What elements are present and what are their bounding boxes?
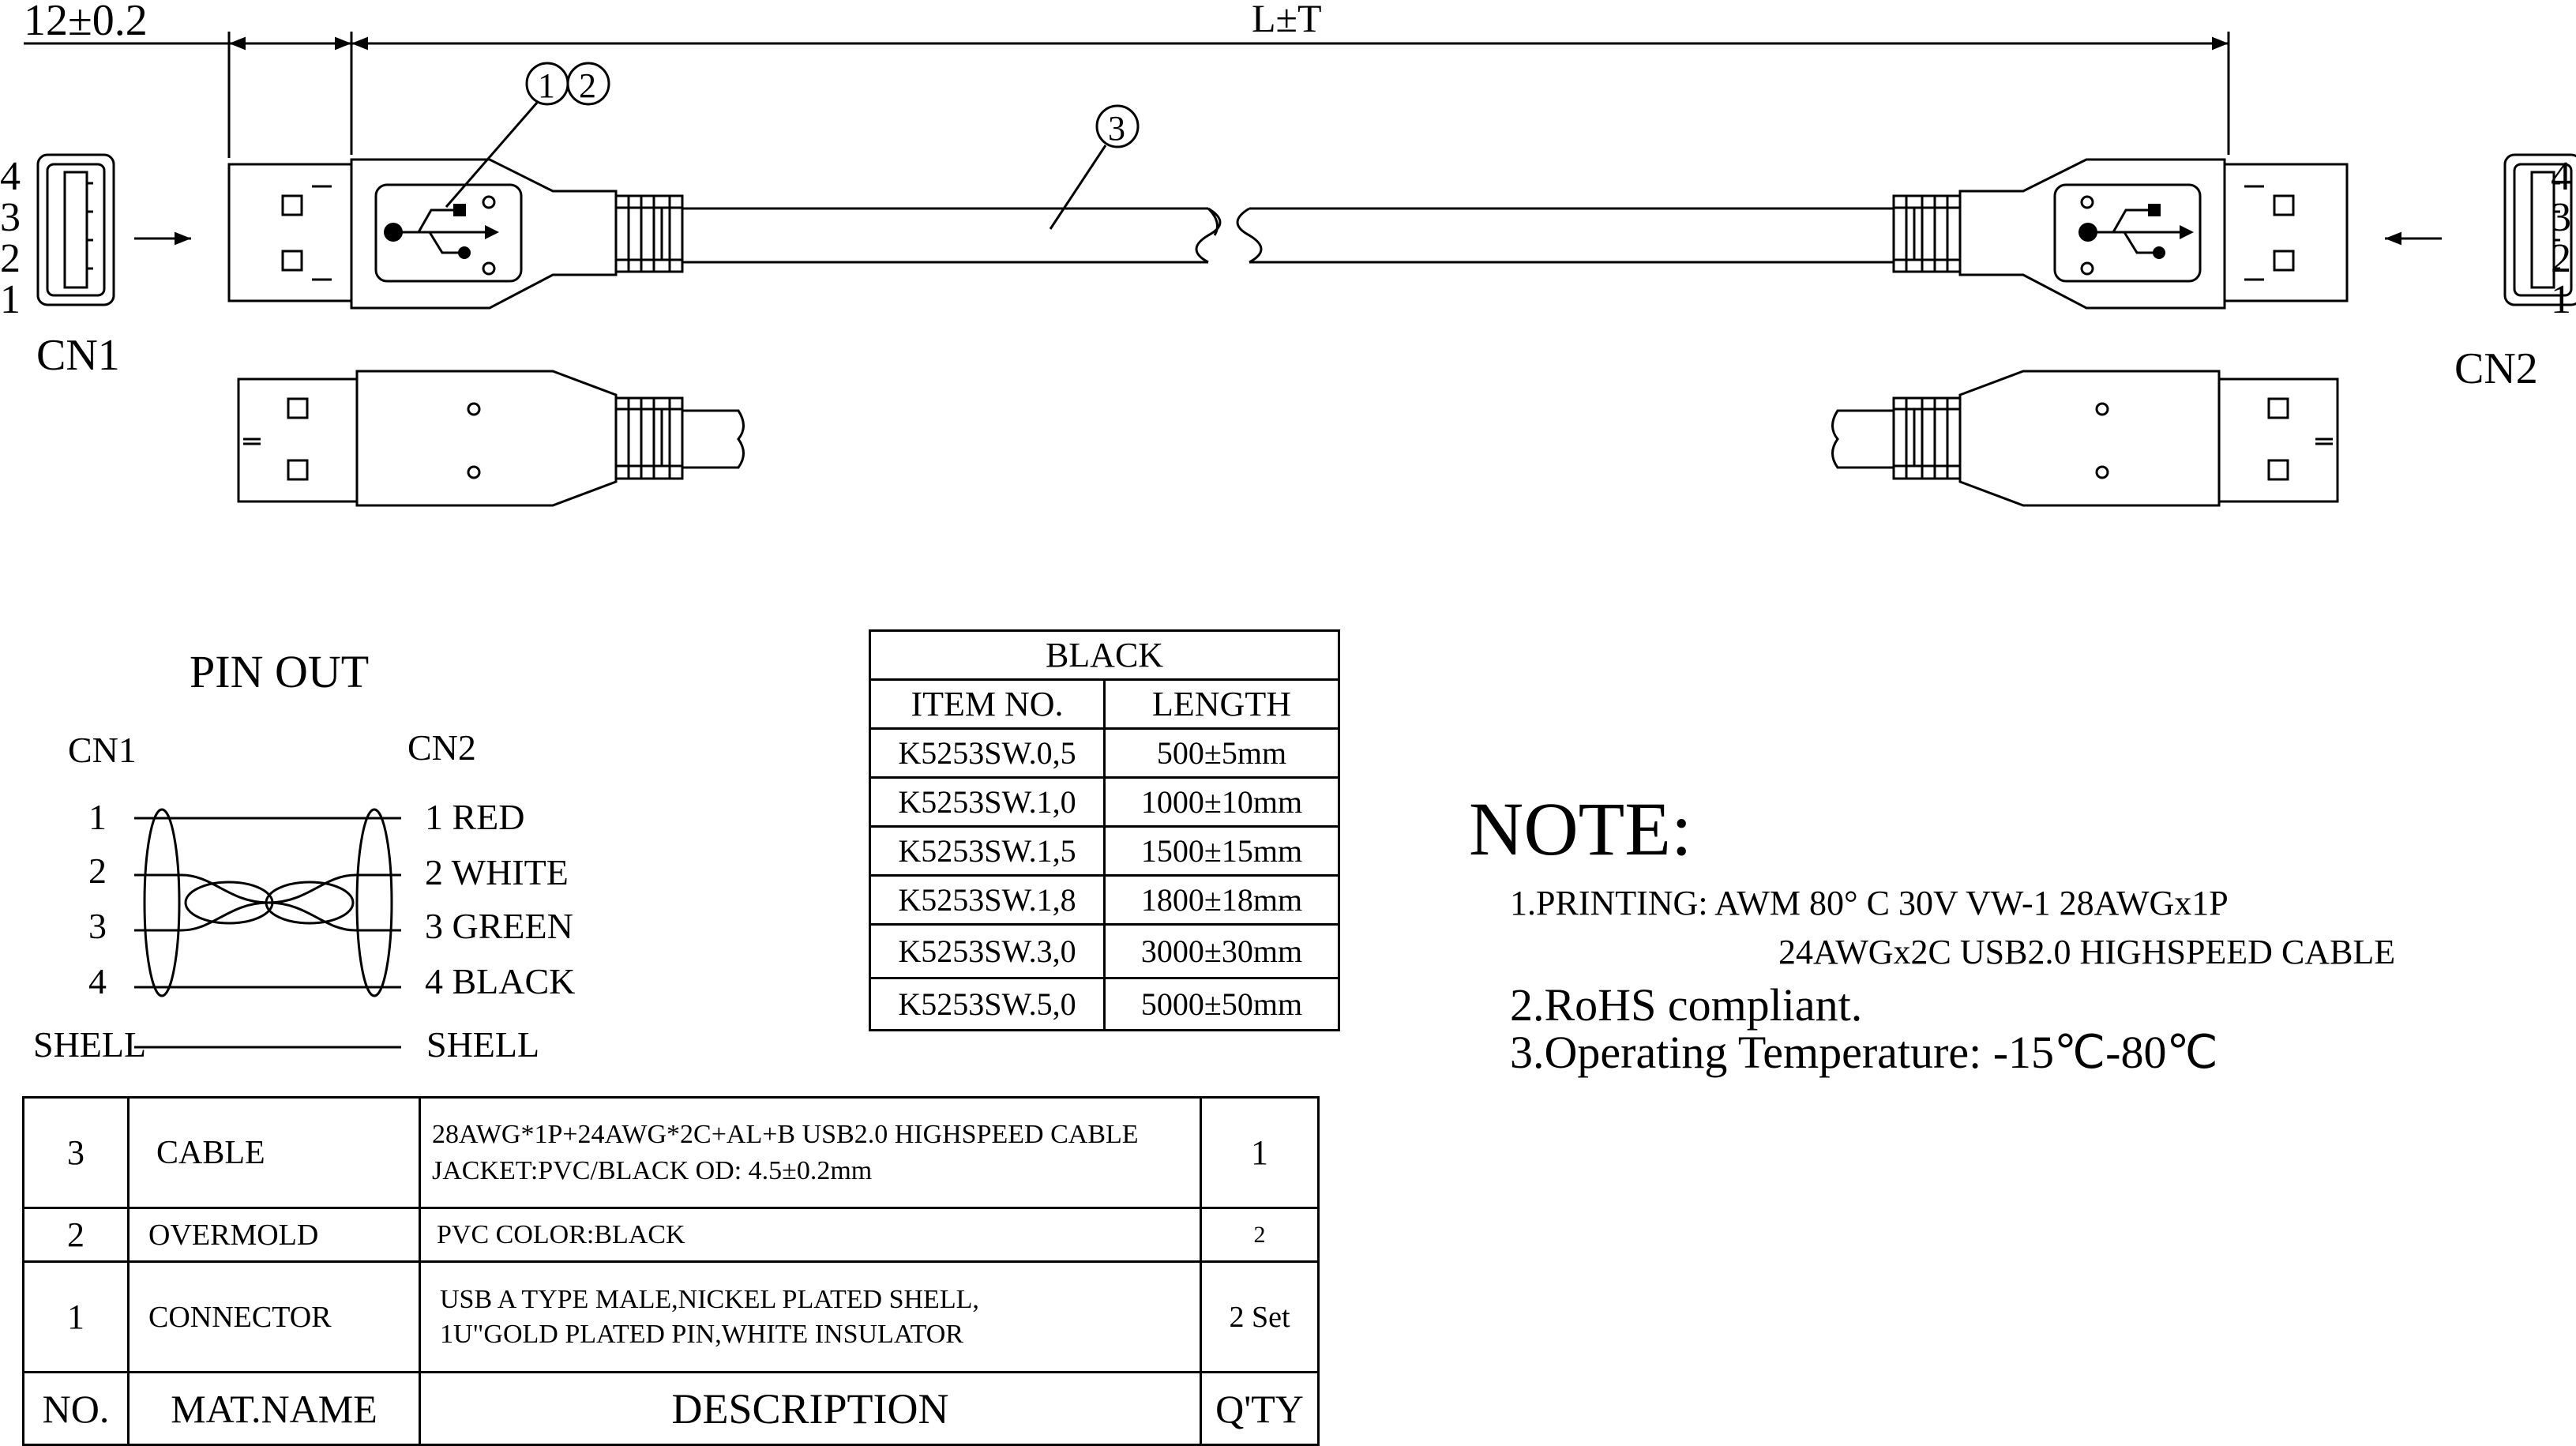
pinout-left-1: 1 (88, 797, 107, 837)
pinout-wiring (134, 809, 401, 1047)
bom-header-no: NO. (24, 1373, 129, 1445)
balloon-3: 3 (1108, 109, 1125, 148)
length-table (869, 629, 1340, 1031)
note-1a: 1.PRINTING: AWM 80° C 30V VW-1 28AWGx1P (1510, 884, 2229, 922)
bom-desc (420, 1208, 1201, 1262)
cn2-pin-3: 3 (2551, 195, 2571, 240)
length-dimension: L±T (1252, 0, 1322, 40)
bom-no: 3 (24, 1098, 129, 1208)
balloon-2: 2 (579, 66, 596, 105)
length-table-header-item: ITEM NO. (870, 680, 1105, 729)
table-row (870, 778, 1339, 827)
notes-title: NOTE: (1469, 787, 1692, 871)
item-no: K5253SW.0,5 (870, 729, 1105, 778)
pinout-right-2: 2 WHITE (425, 852, 569, 892)
cn1-pin-1: 1 (0, 277, 21, 322)
bom-name: CONNECTOR (129, 1262, 420, 1373)
cn2-pin-numbers (2551, 154, 2571, 322)
bom-table (22, 1096, 1320, 1446)
usb-left-icon (384, 204, 499, 259)
cable (682, 208, 1894, 262)
cn1-pin-numbers (0, 154, 21, 322)
table-row (870, 925, 1339, 978)
item-no: K5253SW.1,8 (870, 876, 1105, 925)
dimension-lines (24, 32, 2229, 158)
bom-desc-line: USB A TYPE MALE,NICKEL PLATED SHELL, (440, 1284, 979, 1314)
pinout-title: PIN OUT (190, 646, 370, 697)
pinout-right-1: 1 RED (425, 797, 525, 837)
left-top-connector (229, 160, 682, 308)
pitch-dimension: 12±0.2 (24, 0, 148, 45)
bom-qty: 2 Set (1201, 1262, 1319, 1373)
length-value: 1500±15mm (1105, 827, 1339, 876)
cn1-pin-2: 2 (0, 236, 21, 281)
cn1-receptacle (38, 155, 114, 305)
bom-header-qty: Q'TY (1201, 1373, 1319, 1445)
right-top-connector (1894, 160, 2347, 308)
cn1-pin-3: 3 (0, 195, 21, 240)
pinout-left-2: 2 (88, 851, 107, 891)
length-value: 3000±30mm (1105, 925, 1339, 978)
cn2-label: CN2 (2454, 344, 2538, 393)
table-row (24, 1098, 1319, 1208)
pinout-right-3: 3 GREEN (425, 906, 573, 946)
note-2: 2.RoHS compliant. (1510, 979, 1863, 1031)
bom-desc-line: PVC COLOR:BLACK (437, 1219, 685, 1249)
bom-desc-line: 1U"GOLD PLATED PIN,WHITE INSULATOR (440, 1319, 963, 1349)
length-value: 1800±18mm (1105, 876, 1339, 925)
cn1-pin-4: 4 (0, 154, 21, 199)
length-value: 1000±10mm (1105, 778, 1339, 827)
length-value: 500±5mm (1105, 729, 1339, 778)
note-1b: 24AWGx2C USB2.0 HIGHSPEED CABLE (1778, 933, 2396, 971)
bom-no: 2 (24, 1208, 129, 1262)
left-bottom-connector (238, 371, 744, 505)
bom-name: CABLE (129, 1098, 420, 1208)
pinout-left-labels (33, 797, 146, 1065)
cn2-pin-2: 2 (2551, 236, 2571, 281)
item-no: K5253SW.3,0 (870, 925, 1105, 978)
pinout-cn1-header: CN1 (68, 730, 137, 770)
pinout-right-4: 4 BLACK (425, 961, 576, 1001)
bom-desc (420, 1262, 1201, 1373)
bom-qty: 2 (1201, 1208, 1319, 1262)
item-no: K5253SW.5,0 (870, 978, 1105, 1031)
bom-desc-line: JACKET:PVC/BLACK OD: 4.5±0.2mm (432, 1155, 873, 1185)
bom-header-name: MAT.NAME (129, 1373, 420, 1445)
pinout-cn2-header: CN2 (407, 727, 476, 768)
usb-right-icon (2078, 204, 2194, 259)
bom-no: 1 (24, 1262, 129, 1373)
table-row (870, 876, 1339, 925)
table-row (870, 729, 1339, 778)
pinout-left-shell: SHELL (33, 1024, 147, 1065)
pinout-left-3: 3 (88, 906, 107, 946)
table-row (870, 978, 1339, 1031)
bom-name: OVERMOLD (129, 1208, 420, 1262)
pinout-right-labels (425, 797, 575, 1065)
bom-qty: 1 (1201, 1098, 1319, 1208)
pinout-right-shell: SHELL (426, 1024, 540, 1065)
length-value: 5000±50mm (1105, 978, 1339, 1031)
pinout-left-4: 4 (88, 961, 107, 1001)
table-header-row (24, 1373, 1319, 1445)
cn2-pin-4: 4 (2551, 154, 2571, 199)
length-table-header-length: LENGTH (1105, 680, 1339, 729)
bom-header-desc: DESCRIPTION (420, 1373, 1201, 1445)
bom-desc-line: 28AWG*1P+24AWG*2C+AL+B USB2.0 HIGHSPEED CABLE (432, 1119, 1139, 1149)
item-no: K5253SW.1,0 (870, 778, 1105, 827)
balloon-1: 1 (538, 66, 555, 105)
item-no: K5253SW.1,5 (870, 827, 1105, 876)
length-table-title: BLACK (870, 631, 1339, 680)
table-row (24, 1208, 1319, 1262)
cn1-label: CN1 (36, 331, 120, 380)
note-3: 3.Operating Temperature: -15℃-80℃ (1510, 1027, 2218, 1078)
bom-desc (420, 1098, 1201, 1208)
table-row (24, 1262, 1319, 1373)
table-row (870, 827, 1339, 876)
cn2-pin-1: 1 (2551, 277, 2571, 322)
right-bottom-connector (1833, 371, 2338, 505)
